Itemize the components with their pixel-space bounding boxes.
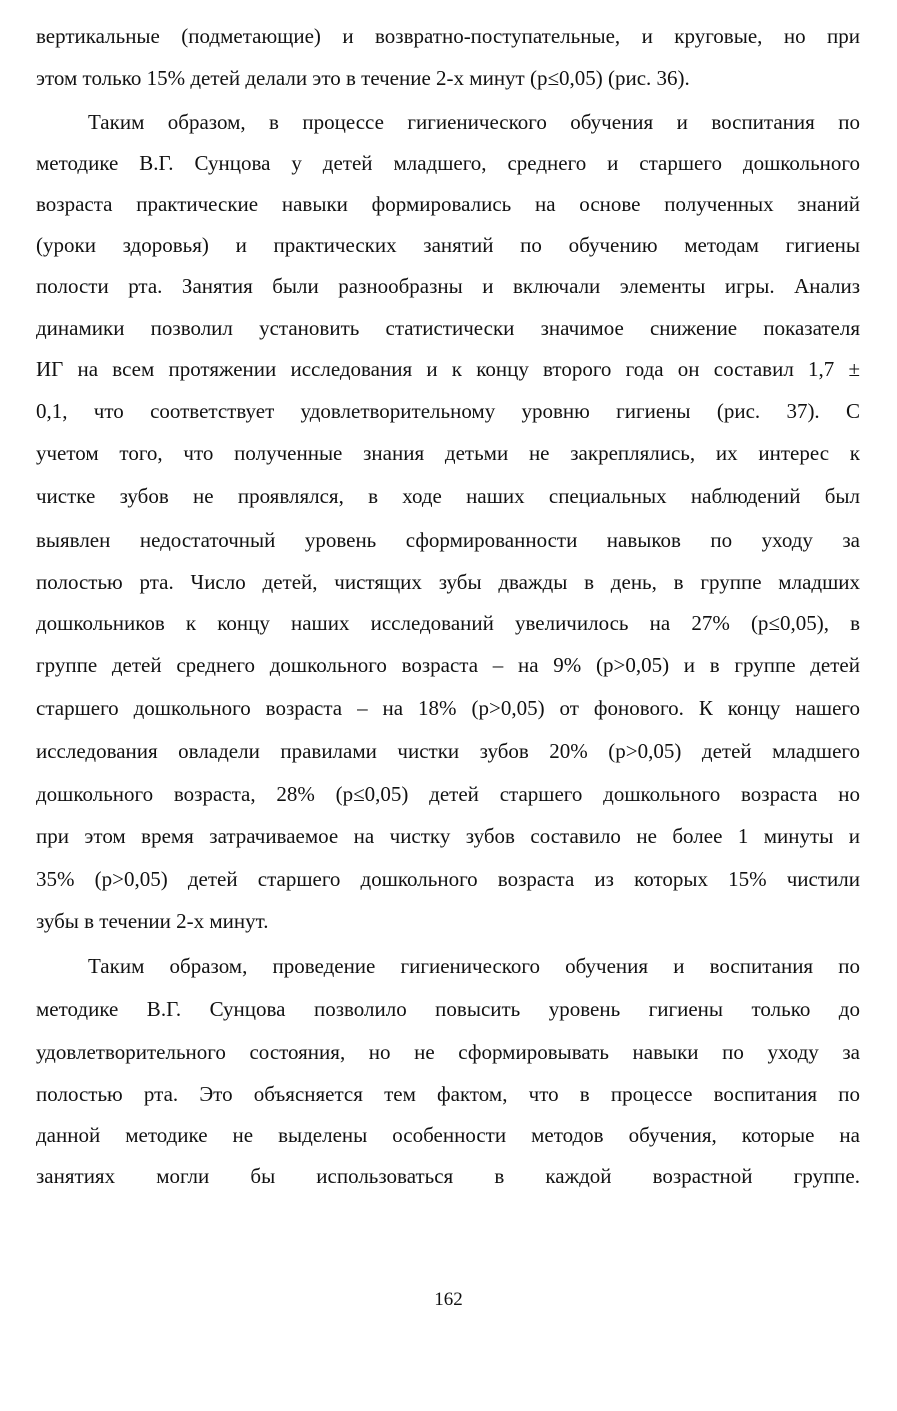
text-line: ИГ на всем протяжении исследования и к концу второго года он составил 1,7 ± xyxy=(36,357,860,381)
text-line: 35% (p>0,05) детей старшего дошкольного возраста из которых 15% чистили xyxy=(36,867,860,891)
text-line: чистке зубов не проявлялся, в ходе наших специальных наблюдений был xyxy=(36,484,860,508)
text-line: 0,1, что соответствует удовлетворительному уровню гигиены (рис. 37). С xyxy=(36,399,860,423)
text-line: занятиях могли бы использоваться в каждой возрастной группе. xyxy=(36,1164,860,1188)
text-line: учетом того, что полученные знания детьми не закреплялись, их интерес к xyxy=(36,441,860,465)
text-line: дошкольного возраста, 28% (p≤0,05) детей старшего дошкольного возраста но xyxy=(36,782,860,806)
text-line: возраста практические навыки формировались на основе полученных знаний xyxy=(36,192,860,216)
text-line: удовлетворительного состояния, но не сформировывать навыки по уходу за xyxy=(36,1040,860,1064)
text-line: вертикальные (подметающие) и возвратно-поступательные, и круговые, но при xyxy=(36,24,860,48)
text-line: группе детей среднего дошкольного возраста – на 9% (p>0,05) и в группе детей xyxy=(36,653,860,677)
text-line: полости рта. Занятия были разнообразны и включали элементы игры. Анализ xyxy=(36,274,860,298)
text-line: этом только 15% детей делали это в течение 2-х минут (p≤0,05) (рис. 36). xyxy=(36,66,690,90)
text-line: полостью рта. Число детей, чистящих зубы дважды в день, в группе младших xyxy=(36,570,860,594)
text-line: зубы в течении 2-х минут. xyxy=(36,909,269,933)
text-line: Таким образом, в процессе гигиенического обучения и воспитания по xyxy=(88,110,860,134)
text-line: Таким образом, проведение гигиенического обучения и воспитания по xyxy=(88,954,860,978)
text-line: старшего дошкольного возраста – на 18% (p>0,05) от фонового. К концу нашего xyxy=(36,696,860,720)
text-line: методике В.Г. Сунцова у детей младшего, среднего и старшего дошкольного xyxy=(36,151,860,175)
text-line: выявлен недостаточный уровень сформированности навыков по уходу за xyxy=(36,528,860,552)
text-line: динамики позволил установить статистически значимое снижение показателя xyxy=(36,316,860,340)
text-line: дошкольников к концу наших исследований увеличилось на 27% (p≤0,05), в xyxy=(36,611,860,635)
text-line: методике В.Г. Сунцова позволило повысить уровень гигиены только до xyxy=(36,997,860,1021)
text-line: (уроки здоровья) и практических занятий по обучению методам гигиены xyxy=(36,233,860,257)
text-line: исследования овладели правилами чистки зубов 20% (p>0,05) детей младшего xyxy=(36,739,860,763)
text-line: при этом время затрачиваемое на чистку зубов составило не более 1 минуты и xyxy=(36,824,860,848)
text-line: полостью рта. Это объясняется тем фактом, что в процессе воспитания по xyxy=(36,1082,860,1106)
text-line: данной методике не выделены особенности методов обучения, которые на xyxy=(36,1123,860,1147)
page-number: 162 xyxy=(434,1289,463,1310)
